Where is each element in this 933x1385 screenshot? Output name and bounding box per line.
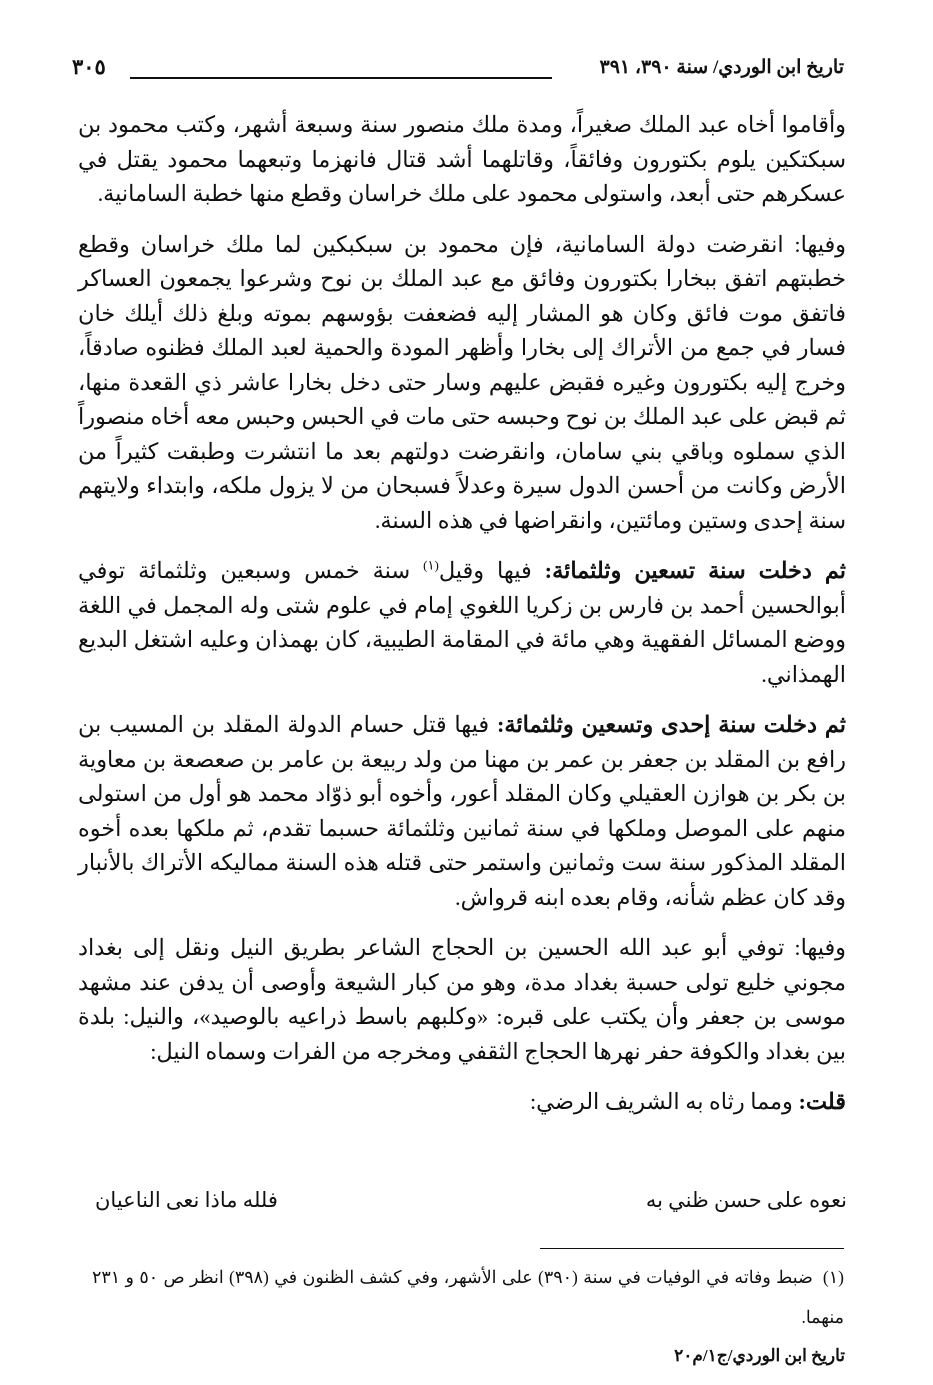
paragraph [78,108,846,212]
main-text [78,108,846,1136]
paragraph-text: وفيها: انقرضت دولة السامانية، فإن محمود بن سبكبكين لما ملك خراسان وقطع خطبتهم اتفق ببخارا بكتورون وفائق مع عبد الملك بن نوح وشرعوا يجمعون العساكر فاتفق موت فائق وكان هو المشار إليه فضعفت بؤوسهم بموته وبلغ ذلك أيلك خان فسار في جمع من الأتراك إلى بخارا وأظهر المودة والحمية لعبد الملك فظنوه صادقاً، وخرج إليه بكتورون وغيره فقبض عليهم وسار حتى دخل بخارا عاشر ذي القعدة منها، ثم قبض على عبد الملك بن نوح وحبسه حتى مات في الحبس وحبس معه أخاه منصوراً الذي سملوه وباقي بني سامان، وانقرضت دولتهم بعد ما انتشرت وطبقت كثيراً من الأرض وكانت من أحسن الدول سيرة وعدلاً فسبحان من لا يزول ملكه، وابتداء ولايتهم سنة إحدى وستين ومائتين، وانقراضها في هذه السنة. [78,231,846,533]
poem-hemistich-first: نعوه على حسن ظني به [645,1188,847,1212]
header-rule [130,77,552,79]
paragraph-text: وفيها: توفي أبو عبد الله الحسين بن الحجاج الشاعر بطريق النيل ونقل إلى بغداد مجوني خليع تولى حسبة بغداد مدة، وهو من كبار الشيعة وأوصى أن يدفن عند مشهد موسى بن جعفر وأن يكتب على قبره: «وكلبهم باسط ذراعيه بالوصيد»، والنيل: بلدة بين بغداد والكوفة حفر نهرها الحجاج الثقفي ومخرجه من الفرات وسماه النيل: [78,935,846,1064]
page-footer: تاريخ ابن الوردي/ج١/م٢٠ [674,1346,845,1365]
paragraph-text: فيها وقيل [438,558,545,583]
running-header [72,52,844,92]
paragraph [78,708,846,915]
poem-verse [95,1188,847,1228]
paragraph [78,1085,846,1120]
poem-hemistich-second: فلله ماذا نعى الناعيان [95,1188,278,1212]
footnote-text: ضبط وفاته في الوفيات في سنة (٣٩٠) على الأشهر، وفي كشف الظنون في (٣٩٨) انظر ص ٥٠ و ٢٣١ منهما. [92,1267,844,1327]
paragraph-text: فيها قتل حسام الدولة المقلد بن المسيب بن رافع بن المقلد بن جعفر بن عمر بن مهنا من ولد ربيعة بن عامر بن صعصعة بن معاوية بن بكر بن هوازن العقيلي وكان المقلد أعور، وأخوه أبو ذوّاد محمد هو أول من استولى منهم على الموصل وملكها في سنة ثمانين وثلثمائة حسبما تقدم، ثم ملكها بعده أخوه المقلد المذكور سنة ست وثمانين واستمر حتى قتله هذه السنة مماليكه الأتراك بالأنبار وقد كان عظم شأنه، وقام بعده ابنه قرواش. [78,712,846,910]
paragraph [78,554,846,692]
paragraph [78,228,846,539]
footnote [92,1257,844,1337]
section-heading: ثم دخلت سنة إحدى وتسعين وثلثمائة: [496,712,846,737]
paragraph [78,931,846,1069]
paragraph-text: وأقاموا أخاه عبد الملك صغيراً، ومدة ملك منصور سنة وسبعة أشهر، وكتب محمود بن سبكتكين يلوم بكتورون وفائقاً، وقاتلهما أشد قتال فانهزما وتبعهما محمود يقتل في عسكرهم حتى أبعد، واستولى محمود على ملك خراسان وقطع منها خطبة السامانية. [78,112,846,206]
header-title: تاريخ ابن الوردي/ سنة ٣٩٠، ٣٩١ [599,57,844,78]
paragraph-text: ومما رثاه به الشريف الرضي: [529,1089,799,1114]
section-heading: ثم دخلت سنة تسعين وثلثمائة: [544,558,846,583]
footnote-divider [540,1248,844,1249]
paragraph-text: سنة خمس وسبعين وثلثمائة توفي أبوالحسين أحمد بن فارس بن زكريا اللغوي إمام في علوم شتى وله المجمل في اللغة ووضع المسائل الفقهية وهي مائة في المقامة الطيبية، كان بهمذان وعليه اشتغل البديع الهمذاني. [78,558,846,687]
note-label: قلت: [798,1089,846,1114]
page-number: ٣٠٥ [72,55,106,79]
footnote-number: (١) [822,1267,844,1287]
footnote-reference[interactable]: (١) [423,557,439,573]
